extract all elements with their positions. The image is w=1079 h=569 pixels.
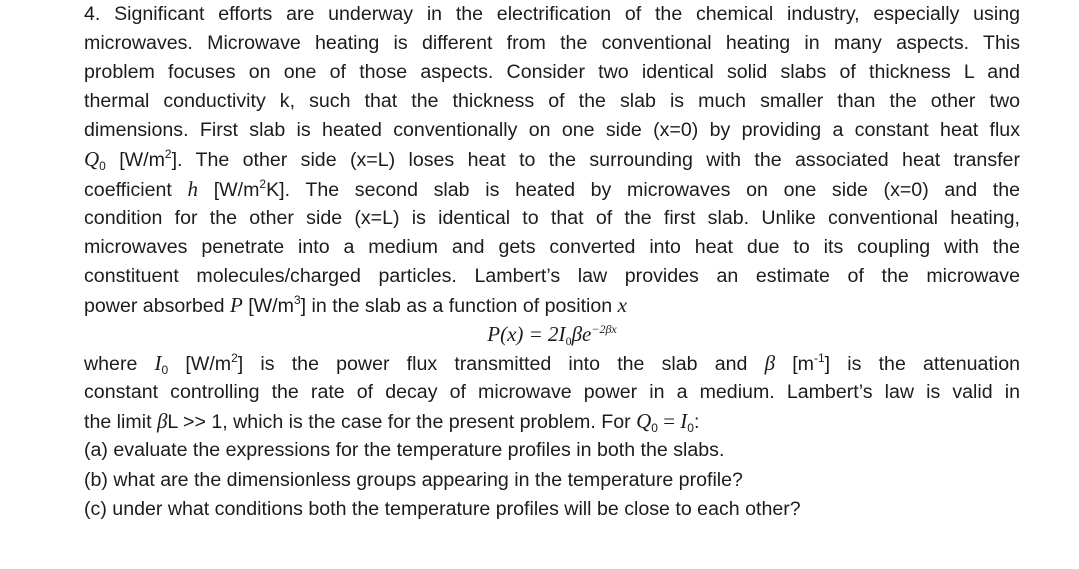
subscript: 0 [565, 334, 572, 349]
text-fragment: ]. The other side (x=L) loses heat to the surrounding with the associated heat transfer [171, 149, 1020, 172]
equation-mid: βe [571, 322, 592, 347]
question-part-b: (b) what are the dimensionless groups appearing in the temperature profile? [84, 468, 743, 491]
text-line: constant controlling the rate of decay of microwave power in a medium. Lambert’s law is valid in [84, 381, 1020, 404]
subscript: 0 [651, 421, 658, 436]
text-line: microwaves. Microwave heating is different from the conventional heating in many aspects. This [84, 32, 1020, 55]
problem-text [84, 0, 1020, 524]
text-fragment: L >> 1, which is the case for the present problem. For [167, 411, 637, 434]
text-line: 4. Significant efforts are underway in the electrification of the chemical industry, especially using [84, 3, 1020, 25]
heat-flux-symbol: Q [636, 409, 652, 434]
beta-symbol: β [764, 351, 776, 376]
text-fragment: the limit [84, 411, 157, 434]
text-fragment: ] is the attenuation [824, 353, 1020, 376]
subscript: 0 [161, 363, 169, 378]
superscript: -1 [814, 351, 825, 366]
superscript: −2βx [591, 322, 617, 337]
text-line: constituent molecules/charged particles. Lambert’s law provides an estimate of the microwave [84, 264, 1020, 287]
superscript: 2 [231, 351, 238, 366]
text-fragment: : [693, 411, 700, 434]
beta-symbol: β [156, 409, 168, 434]
heat-transfer-symbol: h [187, 176, 199, 201]
heat-flux-symbol: Q [84, 147, 100, 172]
text-line: problem focuses on one of those aspects. Consider two identical solid slabs of thickness L and [84, 61, 1020, 84]
lambert-equation [84, 320, 1020, 349]
text-line [84, 145, 1020, 174]
subscript: 0 [687, 421, 694, 436]
text-fragment: power absorbed [84, 294, 230, 317]
equals-sign: = [657, 409, 681, 434]
superscript: 3 [293, 292, 301, 307]
text-fragment: ] is the power flux transmitted into the slab and [237, 353, 765, 376]
unit-text: [W/m [198, 178, 260, 201]
unit-text: [W/m [168, 353, 232, 376]
text-line [84, 175, 1020, 204]
unit-text: [m [775, 353, 814, 376]
text-line [84, 291, 1020, 320]
intensity-symbol: I [680, 409, 688, 434]
text-line: dimensions. First slab is heated conventionally on one side (x=0) by providing a constant heat flux [84, 119, 1020, 142]
equation-lhs: P(x) = 2I [487, 322, 566, 347]
position-symbol: x [617, 292, 627, 317]
text-fragment: where [84, 353, 155, 376]
power-symbol: P [229, 292, 243, 317]
intensity-symbol: I [154, 351, 162, 376]
text-fragment: ] in the slab as a function of position [300, 294, 618, 317]
subscript: 0 [99, 159, 106, 174]
text-line: condition for the other side (x=L) is identical to that of the first slab. Unlike conventional heating, [84, 206, 1020, 229]
superscript: 2 [164, 147, 172, 162]
text-fragment: coefficient [84, 178, 188, 201]
unit-text: [W/m [242, 294, 294, 317]
text-line: microwaves penetrate into a medium and gets converted into heat due to its coupling with the [84, 235, 1020, 258]
question-part-c: (c) under what conditions both the temperature profiles will be close to each other? [84, 497, 801, 520]
text-fragment: K]. The second slab is heated by microwaves on one side (x=0) and the [266, 178, 1020, 201]
text-line: thermal conductivity k, such that the thickness of the slab is much smaller than the other two [84, 90, 1020, 113]
text-line [84, 407, 1020, 436]
text-line [84, 349, 1020, 378]
unit-text: [W/m [105, 149, 165, 172]
question-part-a: (a) evaluate the expressions for the temperature profiles in both the slabs. [84, 439, 725, 462]
superscript: 2 [259, 176, 267, 191]
